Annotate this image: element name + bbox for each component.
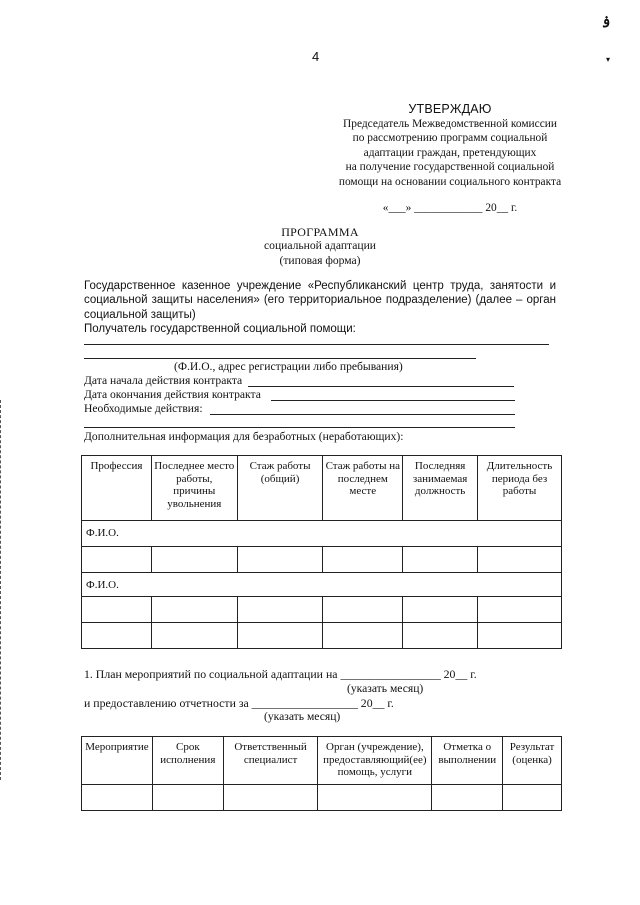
plan-line-1: 1. План мероприятий по социальной адаптации на _________________ 20__ г. (84, 667, 477, 681)
col-header-last-experience: Стаж работы на последнем месте (323, 456, 403, 521)
intro-paragraph: Государственное казенное учреждение «Республиканский центр труда, занятости и социальной защиты населения» (его территориальное подразделение) (далее – орган социальной защиты) (84, 280, 556, 321)
start-date-label: Дата начала действия контракта (84, 374, 243, 387)
table-cell[interactable] (223, 785, 318, 811)
table-cell[interactable] (432, 785, 503, 811)
start-date-row (84, 374, 242, 387)
table-cell[interactable] (237, 547, 323, 573)
table-cell[interactable] (323, 597, 403, 623)
unemployed-info-label: Дополнительная информация для безработных (неработающих): (84, 430, 404, 443)
corner-dot: ▾ (606, 55, 611, 64)
recipient-field-line-2[interactable] (84, 358, 476, 359)
col-header-deadline: Срок исполнения (152, 737, 223, 785)
col-header-unemployment-duration: Длительность периода без работы (478, 456, 562, 521)
approval-block (290, 102, 610, 215)
actions-label: Необходимые действия: (84, 402, 203, 415)
program-heading (220, 225, 420, 268)
program-subtitle: социальной адаптации (264, 239, 376, 253)
approval-date: «___» ____________ 20__ г. (382, 201, 518, 214)
table-cell[interactable] (323, 623, 403, 649)
table-cell[interactable] (82, 597, 152, 623)
plan-hint-2: (указать месяц) (264, 710, 341, 723)
unemployed-table-header (82, 456, 562, 521)
fio-cell[interactable]: Ф.И.О. (82, 521, 562, 547)
col-header-profession: Профессия (82, 456, 152, 521)
table-cell[interactable] (151, 597, 237, 623)
recipient-label: Получатель государственной социальной помощи: (84, 322, 356, 335)
unemployed-table (81, 455, 562, 649)
corner-mark: ۏ (602, 13, 611, 28)
table-row-fio (82, 573, 562, 597)
table-cell[interactable] (478, 623, 562, 649)
unemployed-info-row (84, 430, 404, 443)
actions-field-line-1[interactable] (210, 414, 515, 415)
table-cell[interactable] (152, 785, 223, 811)
approval-line: Председатель Межведомственной комиссии (343, 117, 557, 130)
program-title: ПРОГРАММА (281, 225, 359, 239)
table-cell[interactable] (237, 623, 323, 649)
table-cell[interactable] (478, 547, 562, 573)
table-cell[interactable] (151, 623, 237, 649)
table-cell[interactable] (237, 597, 323, 623)
intro-block (84, 279, 556, 336)
plan-line-2: и предоставлению отчетности за __________________ 20__ г. (84, 696, 394, 710)
table-row (82, 597, 562, 623)
table-row-fio (82, 521, 562, 547)
actions-field-line-2[interactable] (84, 427, 515, 428)
table-cell[interactable] (151, 547, 237, 573)
col-header-total-experience: Стаж работы (общий) (237, 456, 323, 521)
start-date-field[interactable] (248, 386, 514, 387)
approval-line: помощи на основании социального контракта (338, 175, 562, 188)
col-header-activity: Мероприятие (82, 737, 153, 785)
approval-title: УТВЕРЖДАЮ (408, 102, 492, 116)
col-header-agency: Орган (учреждение), предоставляющий(ее) помощь, услуги (318, 737, 432, 785)
col-header-result: Результат (оценка) (503, 737, 562, 785)
end-date-row (84, 388, 261, 401)
page-number: 4 (312, 49, 320, 64)
program-form-type: (типовая форма) (279, 253, 361, 267)
approval-line: адаптации граждан, претендующих (363, 146, 537, 159)
table-row (82, 547, 562, 573)
recipient-field-line-1[interactable] (84, 344, 549, 345)
col-header-last-position: Последняя занимаемая должность (403, 456, 478, 521)
table-cell[interactable] (403, 547, 478, 573)
approval-line: на получение государственной социальной (345, 161, 555, 174)
table-cell[interactable] (478, 597, 562, 623)
table-cell[interactable] (82, 623, 152, 649)
approval-line: по рассмотрению программ социальной (352, 132, 548, 145)
table-cell[interactable] (503, 785, 562, 811)
end-date-label: Дата окончания действия контракта (84, 388, 261, 401)
table-row (82, 785, 562, 811)
plan-table (81, 736, 562, 811)
scan-edge-divider (0, 400, 3, 780)
table-row (82, 623, 562, 649)
table-cell[interactable] (82, 547, 152, 573)
col-header-responsible: Ответственный специалист (223, 737, 318, 785)
end-date-field[interactable] (271, 400, 515, 401)
table-cell[interactable] (82, 785, 153, 811)
table-cell[interactable] (403, 597, 478, 623)
plan-table-header (82, 737, 562, 785)
table-cell[interactable] (403, 623, 478, 649)
col-header-last-workplace: Последнее место работы, причины увольнения (151, 456, 237, 521)
col-header-completion-mark: Отметка о выполнении (432, 737, 503, 785)
fio-cell[interactable]: Ф.И.О. (82, 573, 562, 597)
plan-hint-1: (указать месяц) (347, 682, 424, 695)
table-cell[interactable] (323, 547, 403, 573)
actions-row (84, 402, 203, 415)
table-cell[interactable] (318, 785, 432, 811)
recipient-caption: (Ф.И.О., адрес регистрации либо пребывания) (174, 360, 403, 373)
